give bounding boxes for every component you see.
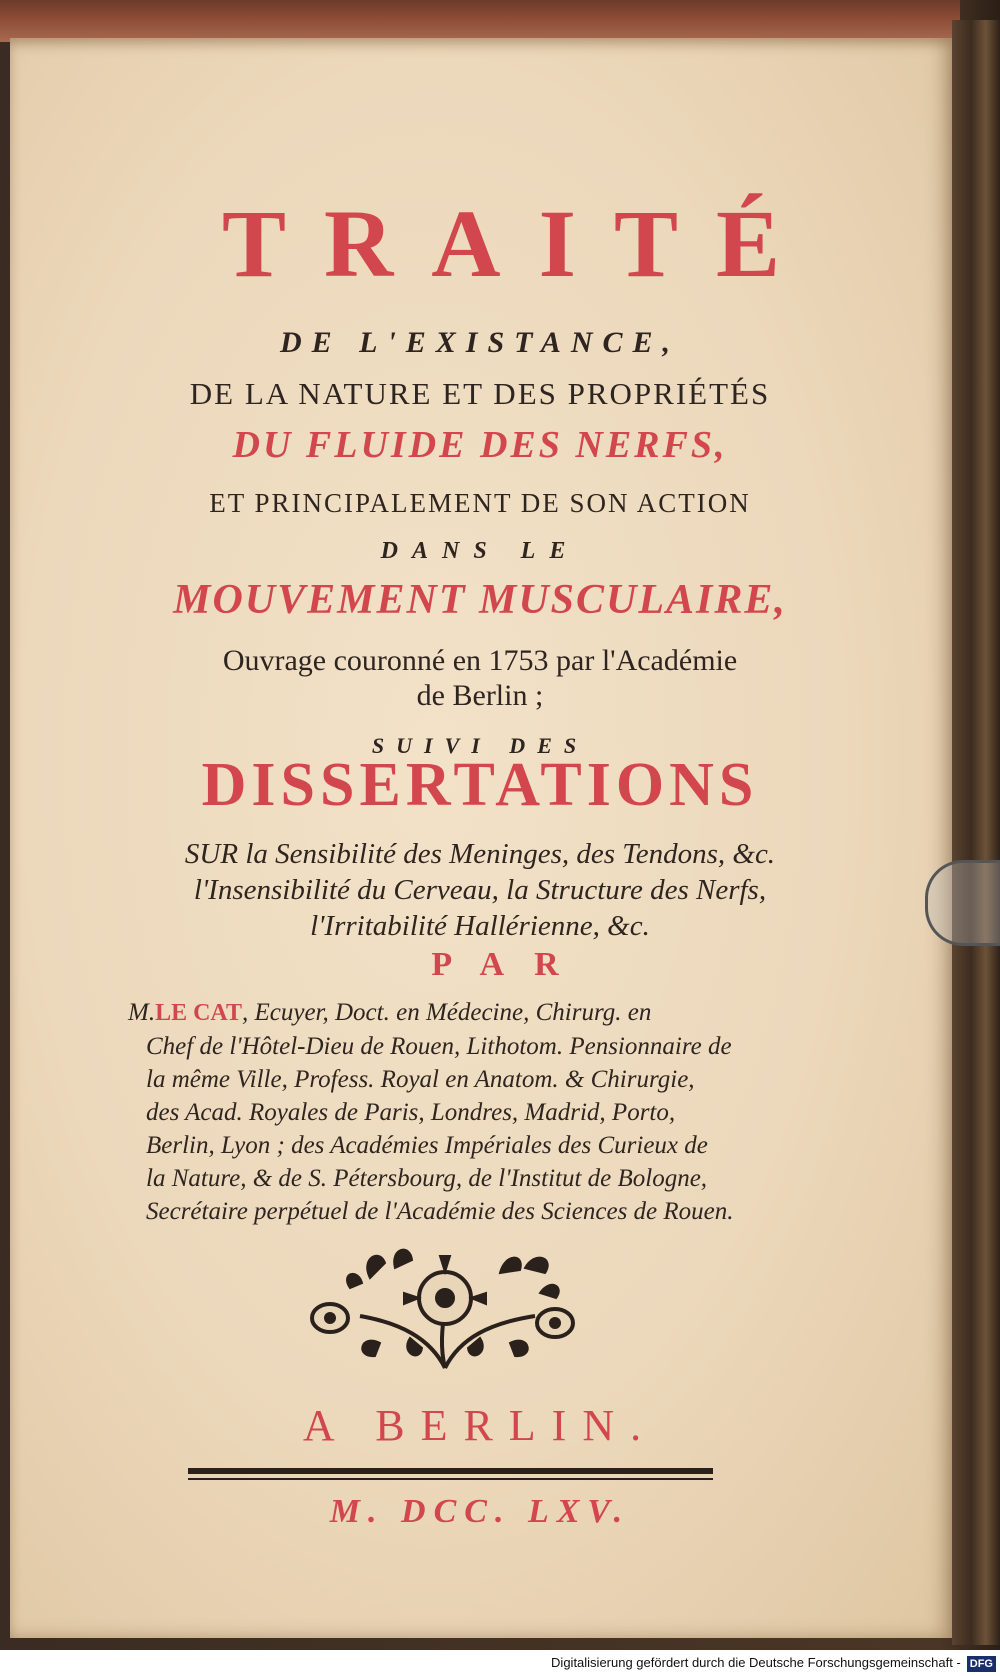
imprint-date: M. DCC. LXV. (329, 1493, 631, 1530)
par-heading: PAR (431, 946, 589, 983)
divider-rule-thin (188, 1478, 713, 1480)
author-line-3: la même Ville, Profess. Royal en Anatom. & Chirurgie, (146, 1066, 695, 1093)
subtitle-line-2: DE LA NATURE ET DES PROPRIÉTÉS (189, 376, 771, 411)
page-content (10, 38, 950, 1638)
subtitle-line-1: DE L'EXISTANCE, (279, 326, 681, 359)
dfg-logo: DFG (967, 1656, 996, 1672)
subtitle-line-6: MOUVEMENT MUSCULAIRE, (173, 577, 787, 623)
subtitle-line-3: DU FLUIDE DES NERFS, (232, 424, 728, 466)
author-line-1 (128, 996, 848, 1030)
author-block (128, 996, 848, 1228)
author-line-4: des Acad. Royales de Paris, Londres, Madrid, Porto, (146, 1099, 676, 1126)
main-title: TRAITÉ (221, 190, 819, 297)
author-line-7: Secrétaire perpétuel de l'Académie des Sciences de Rouen. (146, 1198, 734, 1225)
subtitle-line-5: DANS LE (380, 538, 580, 564)
digitization-footer (0, 1650, 1000, 1676)
book-top-edge (0, 0, 960, 42)
author-line-2: Chef de l'Hôtel-Dieu de Rouen, Lithotom. Pensionnaire de (146, 1033, 732, 1060)
author-line-5: Berlin, Lyon ; des Académies Impériales des Curieux de (146, 1132, 708, 1159)
author-prefix: M. (128, 999, 156, 1026)
title-page (10, 38, 952, 1638)
dissertation-topic-1: SUR la Sensibilité des Meninges, des Tendons, &c. (184, 838, 776, 870)
subtitle-line-8: de Berlin ; (416, 679, 544, 712)
divider-rule (188, 1468, 713, 1474)
subtitle-line-9: SUIVI DES (371, 733, 589, 758)
floral-vignette-icon (300, 1238, 590, 1378)
imprint-place: A BERLIN. (302, 1401, 658, 1450)
dissertation-topic-2: l'Insensibilité du Cerveau, la Structure des Nerfs, (193, 874, 767, 906)
author-name: LE CAT (155, 1000, 242, 1026)
subtitle-line-7: Ouvrage couronné en 1753 par l'Académie (222, 644, 738, 677)
page-clip (925, 860, 1000, 946)
dissertation-topic-3: l'Irritabilité Hallérienne, &c. (310, 910, 650, 942)
subtitle-line-4: ET PRINCIPALEMENT DE SON ACTION (209, 488, 751, 518)
footer-credit: Digitalisierung gefördert durch die Deutsche Forschungsgemeinschaft - (551, 1655, 961, 1670)
author-line-6: la Nature, & de S. Pétersbourg, de l'Institut de Bologne, (146, 1165, 708, 1192)
author-title: , Ecuyer, Doct. en Médecine, Chirurg. en (241, 999, 652, 1026)
dissertations-heading: DISSERTATIONS (201, 751, 759, 819)
